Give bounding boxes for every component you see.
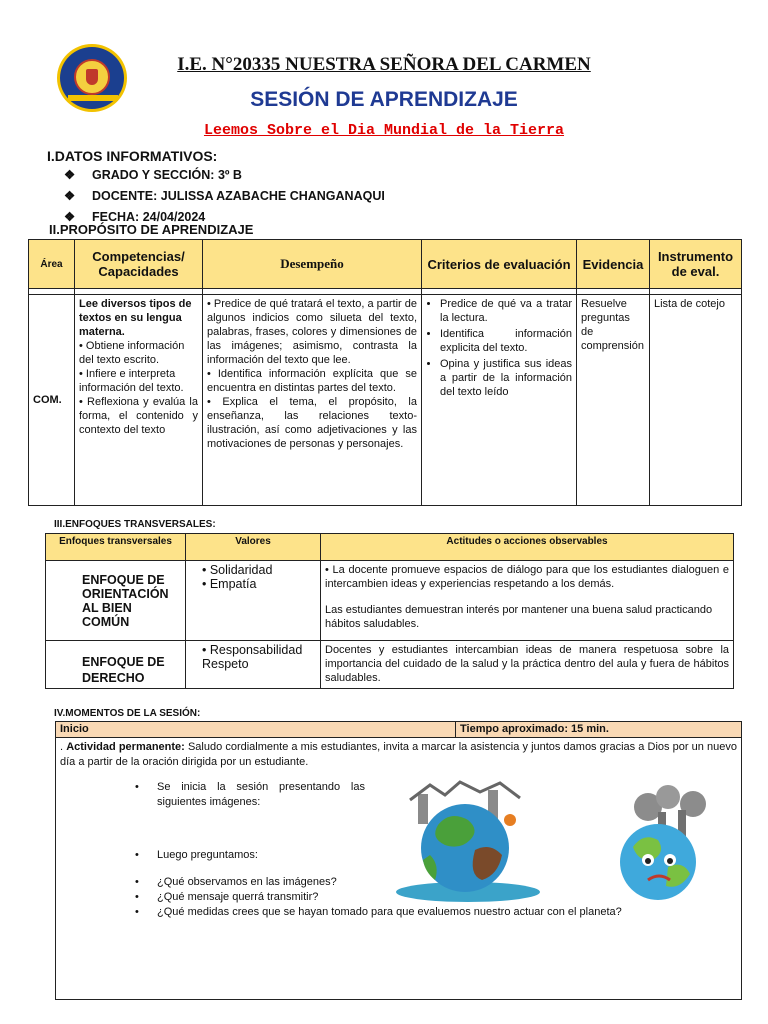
criterio-item: • Identifica información explicita del texto. xyxy=(440,327,572,355)
header-criterios: Criterios de evaluación xyxy=(422,240,577,289)
capacidad-item: • Obtiene información del texto escrito. xyxy=(79,340,185,366)
criterio-item: • Opina y justifica sus ideas a partir de la información del texto leído xyxy=(440,357,572,399)
criterio-item: • Predice de qué va a tratar la lectura. xyxy=(440,297,572,325)
info-date: ❖ FECHA: 24/04/2024 xyxy=(64,210,206,224)
phase-label: Inicio xyxy=(56,722,456,738)
info-teacher: ❖ DOCENTE: JULISSA AZABACHE CHANGANAQUI xyxy=(64,189,385,203)
desempeno-cell xyxy=(203,295,422,506)
section-1-title: I.DATOS INFORMATIVOS: xyxy=(47,148,218,164)
valores-bien-comun xyxy=(186,561,321,641)
actitudes-derecho: Docentes y estudiantes intercambian ideas de manera respetuosa sobre la importancia del cuidado de la salud y la práctica dentro del aula y fuera de hábitos saludables. xyxy=(321,641,734,689)
info-grade: ❖ GRADO Y SECCIÓN: 3º B xyxy=(64,168,242,182)
instrumento-cell: Lista de cotejo xyxy=(650,295,742,506)
header-enfoques: Enfoques transversales xyxy=(46,534,186,561)
activity-label: Actividad permanente: xyxy=(66,741,185,753)
evidencia-cell: Resuelve preguntas de comprensión xyxy=(577,295,650,506)
sad-earth-illustration xyxy=(608,782,728,907)
desempeno-item: • Explica el tema, el propósito, la enseñanza, las relaciones texto-ilustración, así como adjetivaciones y las motivaciones de personas y personajes. xyxy=(207,396,417,450)
header-competencias: Competencias/ Capacidades xyxy=(75,240,203,289)
polluted-earth-illustration xyxy=(390,780,545,905)
header-evidencia: Evidencia xyxy=(577,240,650,289)
area-cell: COM. xyxy=(29,295,75,506)
criterios-cell xyxy=(422,295,577,506)
school-name: I.E. N°20335 NUESTRA SEÑORA DEL CARMEN xyxy=(177,54,591,75)
purpose-table xyxy=(28,239,742,506)
question-item: • ¿Qué medidas crees que se hayan tomado para que evaluemos nuestro actuar con el planeta? xyxy=(135,906,622,918)
header-actitudes: Actitudes o acciones observables xyxy=(321,534,734,561)
header-valores: Valores xyxy=(186,534,321,561)
section-4-title: IV.MOMENTOS DE LA SESIÓN: xyxy=(54,708,201,719)
enfoque-bien-comun: ENFOQUE DE ORIENTACIÓN AL BIEN COMÚN xyxy=(46,561,186,641)
desempeno-item: • Predice de qué tratará el texto, a partir de algunos indicios como silueta del texto, palabras, frases, colores y dimensiones de las imágenes; asimismo, contrasta la información del texto que lee. xyxy=(207,298,417,366)
actitud-item: • La docente promueve espacios de diálogo para que los estudiantes dialoguen e intercambien ideas y experiencias respetando a los demás. xyxy=(325,564,729,590)
header-area: Área xyxy=(29,240,75,289)
competencia-text: Lee diversos tipos de textos en su lengua materna. xyxy=(79,298,192,338)
valor-item: Respeto xyxy=(202,657,249,671)
valores-derecho xyxy=(186,641,321,689)
valor-item: • Solidaridad xyxy=(202,563,273,577)
inicio-bullet: • Se inicia la sesión presentando las siguientes imágenes: xyxy=(135,781,365,808)
capacidad-item: • Reflexiona y evalúa la forma, el contenido y contexto del texto xyxy=(79,396,198,436)
inicio-bullet: • Luego preguntamos: xyxy=(135,849,258,861)
question-item: • ¿Qué observamos en las imágenes? xyxy=(135,876,337,888)
header-desempeno: Desempeño xyxy=(203,240,422,289)
session-theme: Leemos Sobre el Dia Mundial de la Tierra xyxy=(203,122,565,139)
valor-item: • Empatía xyxy=(202,577,257,591)
header-instrumento: Instrumento de eval. xyxy=(650,240,742,289)
inicio-content: . Actividad permanente: Saludo cordialmente a mis estudiantes, invita a marcar la asistencia y juntos damos gracias a Dios por un nuevo día a partir de la oración dirigida por un estudiante. • Se inicia la sesión presentando las siguientes imágenes: • Luego preguntamos: • ¿Qué observamos en las imágenes? • ¿Qué mensaje querrá transmitir? • ¿Qué medidas crees que se hayan tomado para que evaluemos nuestro actuar con el planeta? xyxy=(56,738,742,1000)
session-title: SESIÓN DE APRENDIZAJE xyxy=(250,88,518,111)
valor-item: • Responsabilidad xyxy=(202,643,303,657)
desempeno-item: • Identifica información explícita que se encuentra en distintas partes del texto. xyxy=(207,368,417,394)
activity-text: Saludo cordialmente a mis estudiantes, invita a marcar la asistencia y juntos damos gracias a Dios por un nuevo día a partir de la oración dirigida por un estudiante. xyxy=(60,741,737,768)
section-2-title: II.PROPÓSITO DE APRENDIZAJE xyxy=(49,222,254,237)
section-3-title: III.ENFOQUES TRANSVERSALES: xyxy=(54,519,216,530)
phase-time: Tiempo aproximado: 15 min. xyxy=(456,722,742,738)
actitudes-bien-comun xyxy=(321,561,734,641)
capacidad-item: • Infiere e interpreta información del texto. xyxy=(79,368,184,394)
competencias-cell xyxy=(75,295,203,506)
actitud-item: Las estudiantes demuestran interés por mantener una buena salud practicando hábitos saludables. xyxy=(325,604,713,630)
enfoque-derecho: ENFOQUE DE DERECHO xyxy=(46,641,186,689)
question-item: • ¿Qué mensaje querrá transmitir? xyxy=(135,891,319,903)
enfoques-table xyxy=(45,533,734,689)
